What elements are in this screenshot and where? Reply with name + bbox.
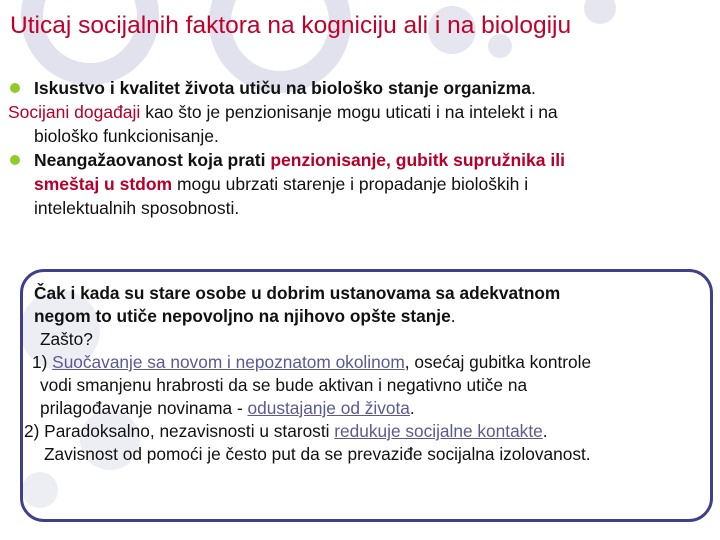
bullet-1-text: Iskustvo i kvalitet života utiču na biološko stanje organizma (34, 78, 531, 98)
bullet-item-2 (8, 148, 716, 172)
bullet-2-text: Neangažaovanost koja prati (34, 150, 271, 170)
paragraph-line: Socijani događaji kao što je penzionisanje mogu uticati i na intelekt i na (8, 102, 558, 122)
box-line: vodi smanjenu hrabrosti da se bude aktivan i negativno utiče na (40, 375, 528, 395)
bullet-icon (10, 83, 20, 93)
bullet-icon (10, 155, 20, 165)
underlined-phrase: odustajanje od života (247, 398, 410, 418)
paragraph-line: smeštaj u stdom mogu ubrzati starenje i propadanje bioloških i (34, 174, 529, 194)
box-line: 2) Paradoksalno, nezavisnosti u starosti redukuje socijalne kontakte. (24, 421, 548, 441)
box-line: negom to utiče nepovoljno na njihovo opšte stanje. (34, 306, 456, 326)
bullet-item-1: Iskustvo i kvalitet života utiču na biološko stanje organizma. (8, 76, 716, 100)
box-line: Zavisnost od pomoći je često put da se prevaziđe socijalna izolovanost. (44, 444, 591, 464)
box-line: Čak i kada su stare osobe u dobrim ustanovama sa adekvatnom (34, 283, 561, 303)
paragraph-line: biološko funkcionisanje. (34, 126, 219, 146)
box-line: 1) Suočavanje sa novom i nepoznatom okolinom, osećaj gubitka kontrole (32, 352, 592, 372)
highlight-text: smeštaj u stdom (34, 174, 173, 194)
paragraph-line: intelektualnih sposobnosti. (34, 198, 240, 218)
underlined-phrase: Suočavanje sa novom i nepoznatom okolinom (52, 352, 405, 372)
highlight-text: Socijani događaji (8, 102, 141, 122)
slide-title: Uticaj socijalnih faktora na kogniciju ali i na biologiju (10, 12, 572, 39)
box-line: prilagođavanje novinama - odustajanje od života. (40, 398, 415, 418)
highlight-text: penzionisanje, gubitk supružnika ili (270, 150, 565, 170)
question-text: Zašto? (40, 329, 93, 349)
box-content (24, 282, 714, 466)
top-content (8, 76, 716, 220)
underlined-phrase: redukuje socijalne kontakte (334, 421, 543, 441)
